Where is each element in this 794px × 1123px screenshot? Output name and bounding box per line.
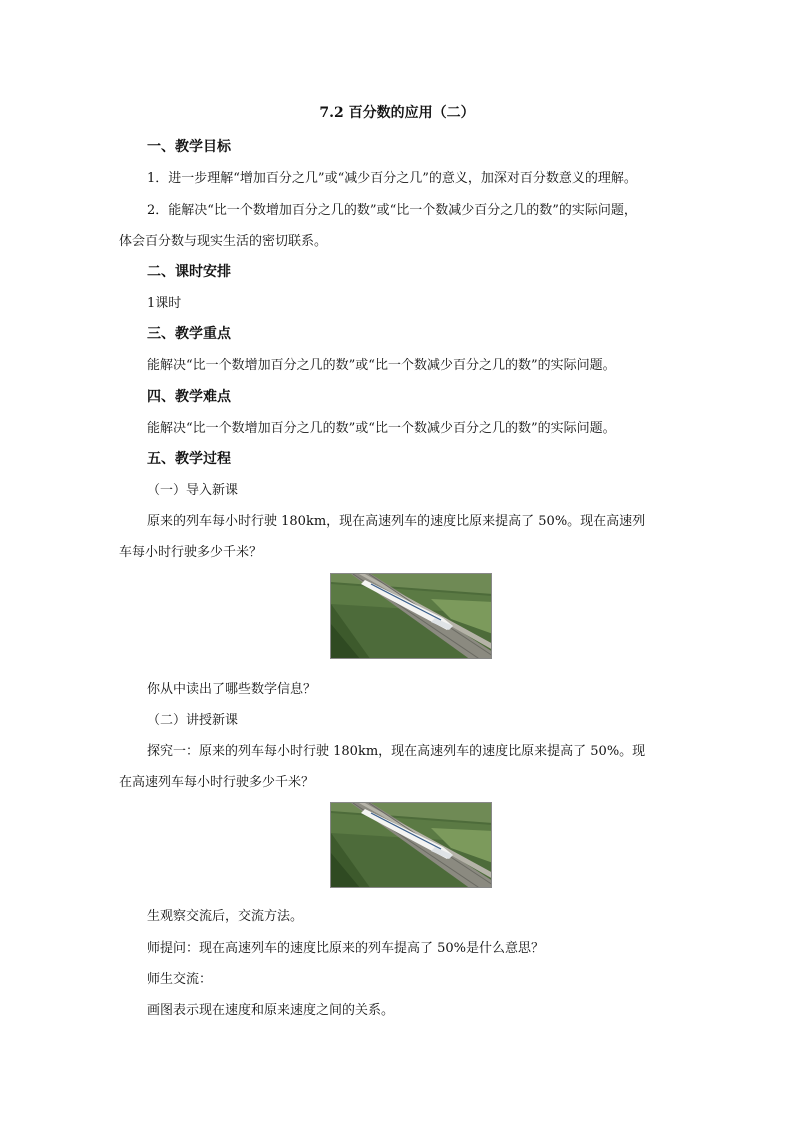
observe-text: 生观察交流后，交流方法。: [147, 909, 304, 924]
teacher-question: 师提问：现在高速列车的速度比原来的列车提高了 50%是什么意思？: [147, 941, 545, 956]
goal-item-1: 1．进一步理解“增加百分之几”或“减少百分之几”的意义，加深对百分数意义的理解。: [147, 171, 637, 186]
difficulties-text: 能解决“比一个数增加百分之几的数”或“比一个数减少百分之几的数”的实际问题。: [147, 421, 616, 436]
explore-problem-line1: 探究一：原来的列车每小时行驶 180km，现在高速列车的速度比原来提高了 50%。现: [147, 744, 646, 759]
train-photo-1: [330, 573, 492, 659]
subsection-new-lesson: （二）讲授新课: [147, 713, 239, 728]
explore-problem-line2: 在高速列车每小时行驶多少千米？: [119, 775, 315, 790]
intro-problem-line2: 车每小时行驶多少千米？: [119, 545, 263, 560]
goal-item-2-line1: 2．能解决“比一个数增加百分之几的数”或“比一个数减少百分之几的数”的实际问题，: [147, 203, 637, 218]
schedule-text: 1课时: [147, 296, 182, 311]
exchange-label: 师生交流：: [147, 972, 213, 987]
section-heading-goals: 一、教学目标: [147, 139, 231, 155]
question-info: 你从中读出了哪些数学信息？: [147, 682, 317, 697]
draw-instruction: 画图表示现在速度和原来速度之间的关系。: [147, 1003, 395, 1018]
section-heading-key-points: 三、教学重点: [147, 326, 231, 342]
section-heading-process: 五、教学过程: [147, 451, 231, 467]
subsection-intro: （一）导入新课: [147, 483, 239, 498]
intro-problem-line1: 原来的列车每小时行驶 180km，现在高速列车的速度比原来提高了 50%。现在高速列: [147, 514, 646, 529]
key-points-text: 能解决“比一个数增加百分之几的数”或“比一个数减少百分之几的数”的实际问题。: [147, 358, 616, 373]
section-heading-schedule: 二、课时安排: [147, 264, 231, 280]
train-photo-2: [330, 802, 492, 888]
section-heading-difficulties: 四、教学难点: [147, 389, 231, 405]
goal-item-2-line2: 体会百分数与现实生活的密切联系。: [119, 234, 328, 249]
page-title: 7.2 百分数的应用（二）: [319, 105, 475, 121]
